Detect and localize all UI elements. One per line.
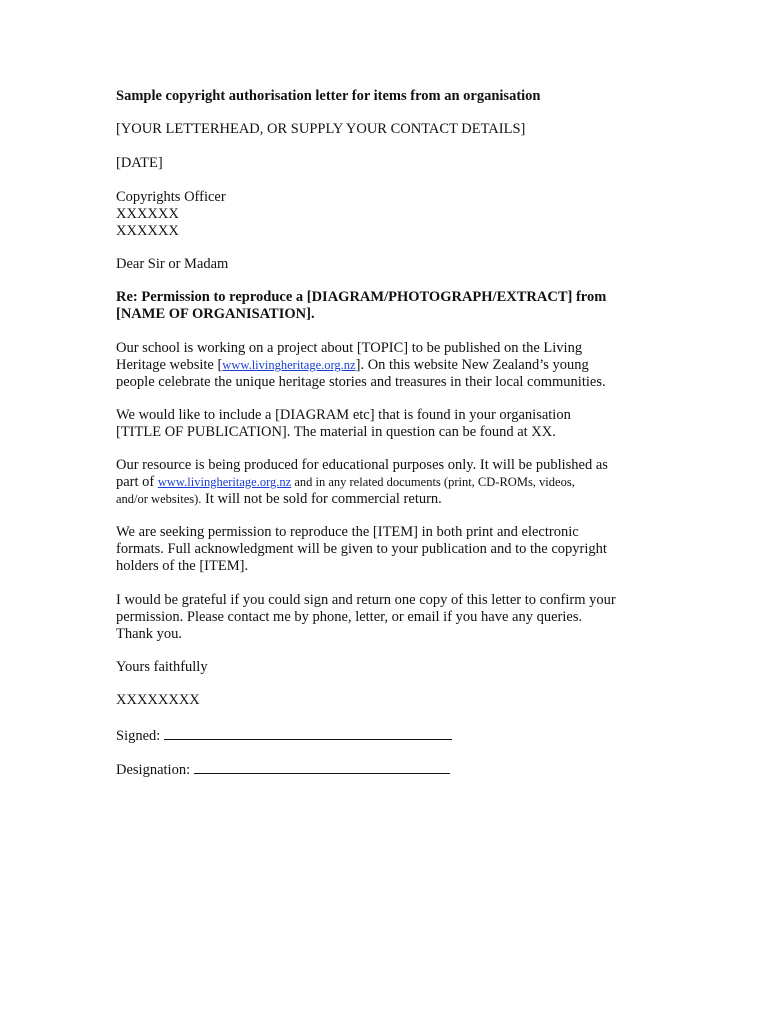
text: and/or websites). (116, 492, 202, 506)
signature-line (164, 726, 452, 740)
designation-line (194, 760, 450, 774)
paragraph-line: We would like to include a [DIAGRAM etc] that is found in your organisation (116, 407, 571, 423)
text: part of (116, 474, 158, 490)
paragraph-line: [TITLE OF PUBLICATION]. The material in question can be found at XX. (116, 424, 556, 440)
subject-line-1: Re: Permission to reproduce a [DIAGRAM/PHOTOGRAPH/EXTRACT] from (116, 289, 607, 305)
living-heritage-link[interactable]: www.livingheritage.org.nz (157, 475, 292, 489)
paragraph-line (116, 357, 676, 374)
paragraph-3 (116, 457, 676, 508)
paragraph-line: holders of the [ITEM]. (116, 558, 249, 574)
recipient-line: XXXXXX (116, 223, 179, 239)
date-placeholder: [DATE] (116, 155, 163, 171)
paragraph-1 (116, 340, 676, 391)
paragraph-line: Our school is working on a project about [TOPIC] to be published on the Living (116, 340, 583, 356)
paragraph-line: We are seeking permission to reproduce the [ITEM] in both print and electronic (116, 524, 579, 540)
living-heritage-link[interactable]: www.livingheritage.org.nz (222, 358, 356, 372)
designation-label: Designation: (116, 762, 194, 778)
paragraph-line (116, 474, 676, 491)
paragraph-line: Thank you. (116, 626, 183, 642)
subject-line (116, 289, 676, 323)
paragraph-line: formats. Full acknowledgment will be given to your publication and to the copyright (116, 541, 607, 557)
paragraph-line: I would be grateful if you could sign and return one copy of this letter to confirm your (116, 592, 616, 608)
text: It will not be sold for commercial return. (201, 491, 442, 507)
closing: Yours faithfully (116, 659, 208, 675)
paragraph-line: permission. Please contact me by phone, letter, or email if you have any queries. (116, 609, 583, 625)
signed-label: Signed: (116, 728, 164, 744)
paragraph-4 (116, 524, 676, 575)
letterhead-placeholder: [YOUR LETTERHEAD, OR SUPPLY YOUR CONTACT DETAILS] (116, 121, 526, 137)
paragraph-line: people celebrate the unique heritage stories and treasures in their local communities. (116, 374, 606, 390)
text: ]. On this website New Zealand’s young (355, 357, 589, 373)
paragraph-2 (116, 407, 676, 441)
text: and in any related documents (print, CD-ROMs, videos, (291, 475, 575, 489)
paragraph-line: Our resource is being produced for educational purposes only. It will be published as (116, 457, 608, 473)
recipient-address (116, 189, 676, 240)
recipient-line: XXXXXX (116, 206, 179, 222)
sender-name: XXXXXXXX (116, 692, 200, 708)
signature-row (116, 726, 676, 745)
text: Heritage website [ (116, 357, 223, 373)
subject-line-2: [NAME OF ORGANISATION]. (116, 306, 315, 322)
recipient-line: Copyrights Officer (116, 189, 226, 205)
salutation: Dear Sir or Madam (116, 256, 229, 272)
letter-title: Sample copyright authorisation letter for items from an organisation (116, 88, 541, 104)
designation-row (116, 760, 676, 779)
paragraph-5 (116, 592, 676, 643)
paragraph-line (116, 491, 676, 508)
